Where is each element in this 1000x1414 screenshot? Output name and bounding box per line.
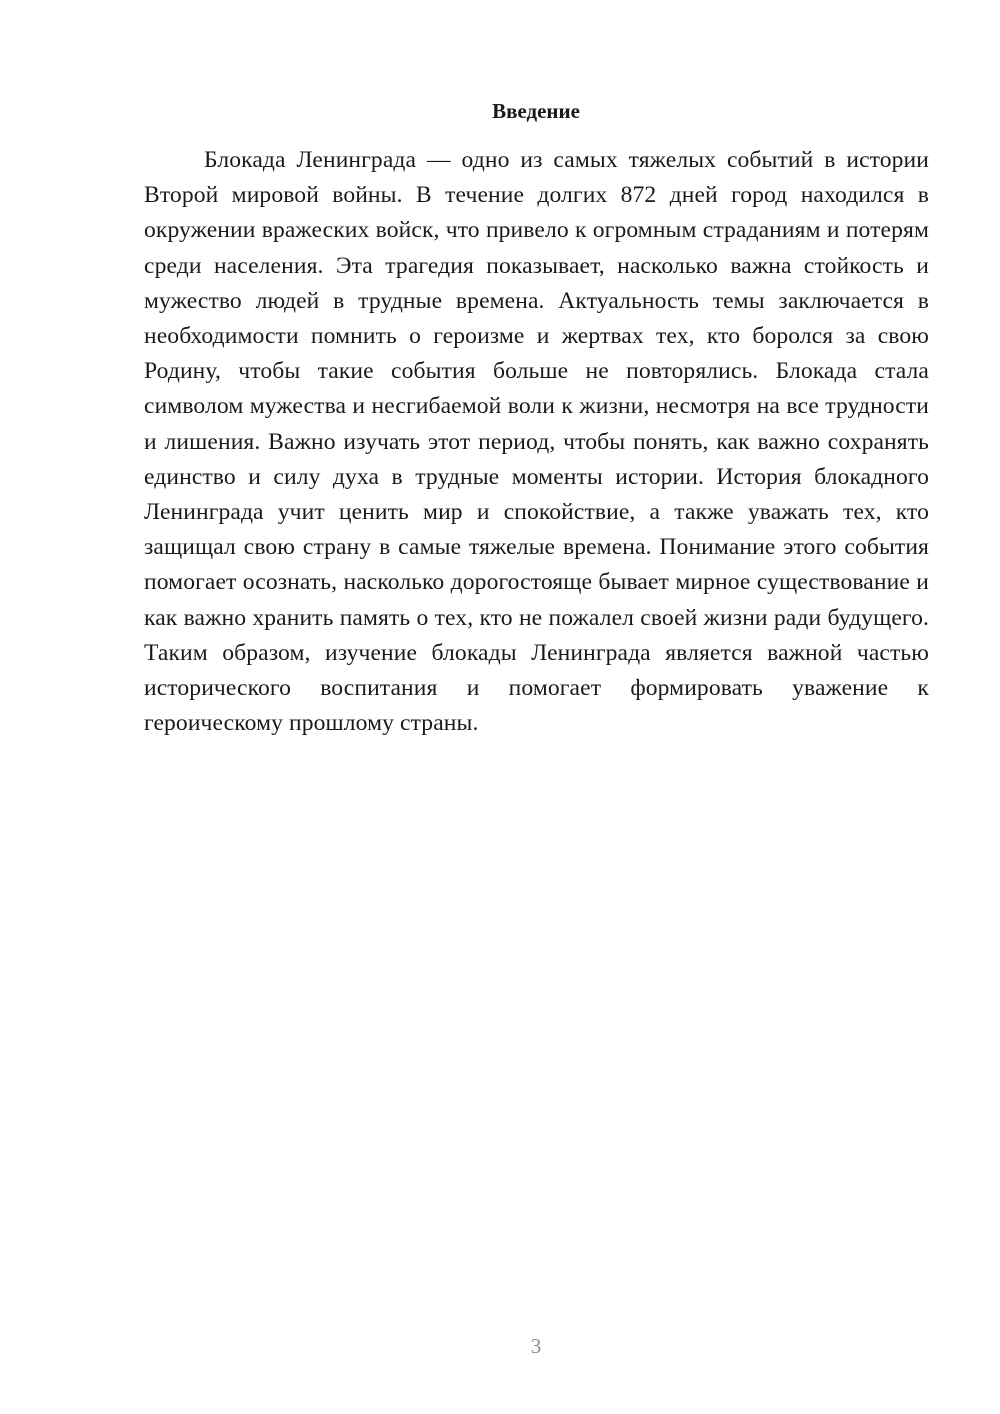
section-heading: Введение bbox=[492, 99, 580, 123]
page-number: 3 bbox=[530, 1334, 542, 1358]
body-paragraph: Блокада Ленинграда — одно из самых тяжелых событий в истории Второй мировой войны. В течение долгих 872 дней город находился в окружении вражеских войск, что привело к огромным страданиям и потерям среди населения. Эта трагедия показывает, насколько важна стойкость и мужество людей в трудные времена. Актуальность темы заключается в необходимости помнить о героизме и жертвах тех, кто боролся за свою Родину, чтобы такие события больше не повторялись. Блокада стала символом мужества и несгибаемой воли к жизни, несмотря на все трудности и лишения. Важно изучать этот период, чтобы понять, как важно сохранять единство и силу духа в трудные моменты истории. История блокадного Ленинграда учит ценить мир и спокойствие, а также уважать тех, кто защищал свою страну в самые тяжелые времена. Понимание этого события помогает осознать, насколько дорогостояще бывает мирное существование и как важно хранить память о тех, кто не пожалел своей жизни ради будущего. Таким образом, изучение блокады Ленинграда является важной частью исторического воспитания и помогает формировать уважение к героическому прошлому страны. bbox=[144, 147, 929, 737]
